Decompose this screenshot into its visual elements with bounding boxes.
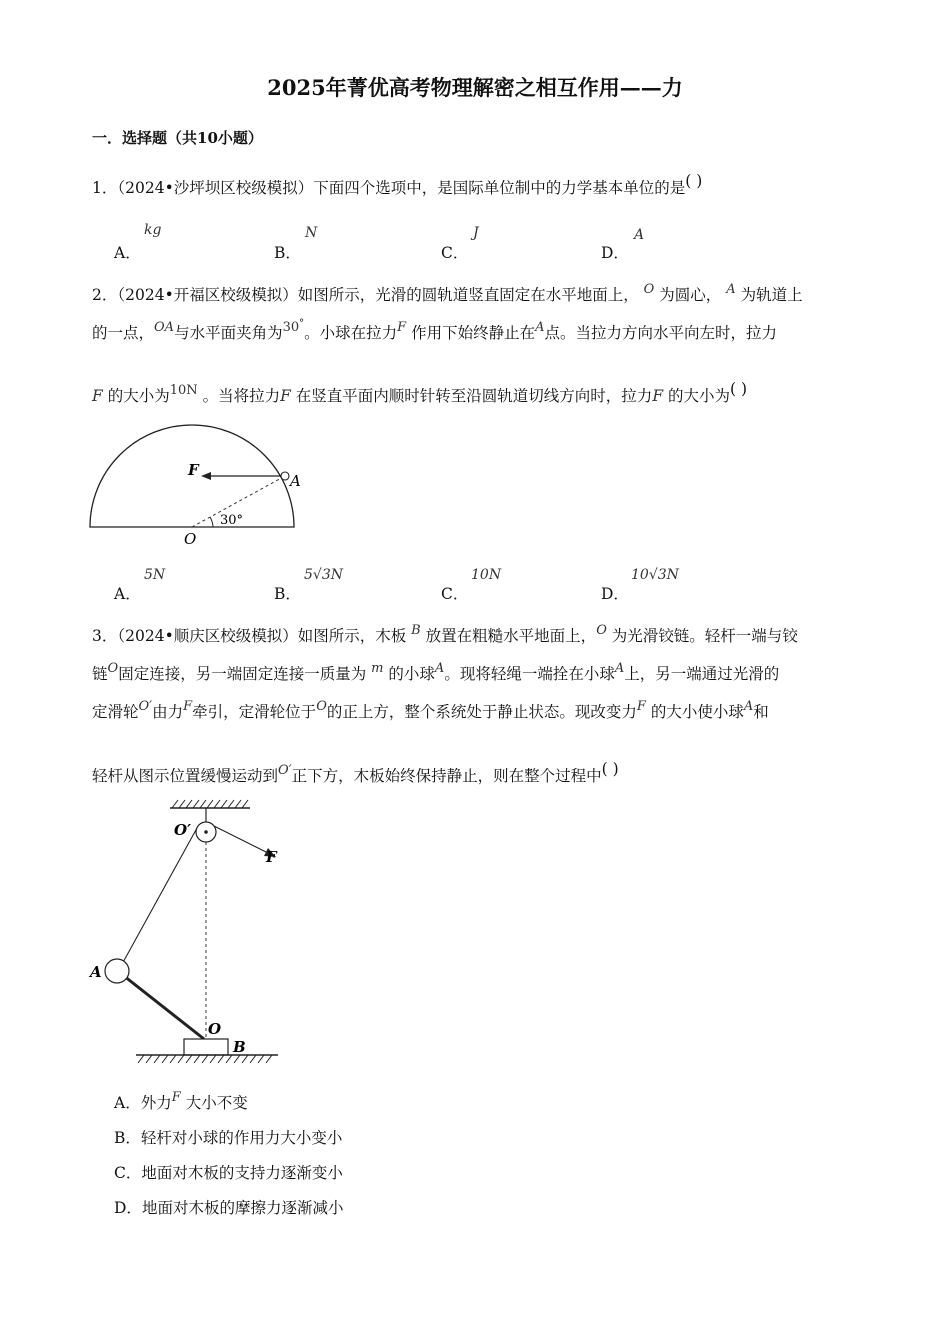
question-number: 2． bbox=[92, 286, 118, 304]
text: 放置在粗糙水平地面上， bbox=[425, 627, 597, 645]
force-arrow-head bbox=[201, 472, 211, 480]
answer-paren: ( ) bbox=[685, 172, 703, 190]
question-source: （2024•开福区校级模拟） bbox=[117, 286, 298, 304]
answer-paren: ( ) bbox=[601, 760, 619, 778]
label-o: O bbox=[208, 1020, 222, 1038]
q2-figure bbox=[86, 420, 301, 550]
math-a: A bbox=[743, 699, 754, 714]
light-rod bbox=[124, 976, 204, 1039]
text: 点。当拉力方向水平向左时，拉力 bbox=[544, 324, 778, 342]
math-a: A bbox=[535, 320, 545, 335]
question-number: 1． bbox=[92, 179, 118, 197]
math-f: F bbox=[636, 699, 646, 714]
ground-hatch bbox=[138, 1055, 272, 1063]
math-f: F bbox=[171, 1090, 181, 1105]
math-f: F bbox=[183, 699, 193, 714]
math-o-prime: O′ bbox=[138, 699, 153, 714]
answer-paren: ( ) bbox=[730, 380, 748, 398]
q2-option-d-label: D． bbox=[601, 585, 629, 603]
board-b bbox=[184, 1039, 228, 1055]
question-2-line-2 bbox=[92, 318, 862, 346]
math-oa: OA bbox=[154, 320, 175, 335]
math-o: O bbox=[643, 282, 655, 297]
rope-f bbox=[214, 826, 268, 853]
q1-option-c-label: C． bbox=[441, 244, 469, 262]
text: 上，另一端通过光滑的 bbox=[624, 665, 780, 683]
page-title: 2025年菁优高考物理解密之相互作用——力 bbox=[267, 75, 683, 100]
option-text: 地面对木板的支持力逐渐变小 bbox=[141, 1164, 343, 1182]
math-angle: 30 bbox=[282, 320, 300, 335]
question-1 bbox=[92, 172, 862, 198]
math-10n: 10N bbox=[169, 383, 198, 398]
q1-option-a-label: A． bbox=[114, 244, 141, 262]
question-number: 3． bbox=[92, 627, 118, 645]
ball-a bbox=[105, 959, 129, 983]
math-f: F bbox=[397, 320, 407, 335]
question-source: （2024•沙坪坝区校级模拟） bbox=[117, 179, 314, 197]
text: 与水平面夹角为 bbox=[174, 324, 283, 342]
q1-option-b-label: B． bbox=[274, 244, 301, 262]
q3-figure bbox=[86, 796, 286, 1068]
text: 。小球在拉力 bbox=[304, 324, 398, 342]
option-label: B． bbox=[114, 1129, 141, 1147]
q3-option-c bbox=[114, 1163, 884, 1183]
label-o-prime: O′ bbox=[174, 821, 192, 839]
option-text: 轻杆对小球的作用力大小变小 bbox=[140, 1129, 343, 1147]
math-o: O bbox=[596, 623, 607, 638]
text: 由力 bbox=[152, 703, 184, 721]
option-label: D． bbox=[114, 1199, 142, 1217]
question-2-line-3 bbox=[92, 380, 862, 408]
question-source: （2024•顺庆区校级模拟） bbox=[117, 627, 298, 645]
text: 。现将轻绳一端拴在小球 bbox=[444, 665, 615, 683]
text: 作用下始终静止在 bbox=[411, 324, 536, 342]
text: 的大小为 bbox=[668, 387, 731, 405]
math-a: A bbox=[726, 282, 736, 297]
math-f: F bbox=[280, 387, 291, 405]
text: 和 bbox=[753, 703, 769, 721]
text: 在竖直平面内顺时针转至沿圆轨道切线方向时，拉力 bbox=[295, 387, 653, 405]
option-text: 外力 bbox=[140, 1094, 172, 1112]
option-text: 地面对木板的摩擦力逐渐减小 bbox=[141, 1199, 344, 1217]
q2-option-a-value: 5N bbox=[144, 567, 166, 583]
q2-option-b-value: 5√3N bbox=[304, 567, 343, 583]
math-m: m bbox=[371, 661, 384, 676]
question-3-line-3 bbox=[92, 699, 862, 724]
text: 。当将拉力 bbox=[202, 387, 281, 405]
text: 的小球 bbox=[388, 665, 435, 683]
option-text: 大小不变 bbox=[185, 1094, 248, 1112]
math-a: A bbox=[434, 661, 445, 676]
text: 的大小使小球 bbox=[650, 703, 744, 721]
label-f: F bbox=[266, 848, 277, 866]
text: 如图所示，木板 bbox=[297, 627, 407, 645]
rope-to-a bbox=[121, 828, 197, 966]
text: 固定连接，另一端固定连接一质量为 bbox=[118, 665, 367, 683]
label-o: O bbox=[184, 530, 197, 548]
math-o-prime: O′ bbox=[278, 763, 292, 778]
math-b: B bbox=[411, 623, 421, 638]
angle-arc bbox=[210, 517, 213, 527]
text: 如图所示，光滑的圆轨道竖直固定在水平地面上， bbox=[297, 286, 639, 304]
q1-option-d-value: A bbox=[634, 227, 645, 243]
label-a: A bbox=[290, 472, 301, 490]
math-f: F bbox=[652, 387, 664, 405]
math-o: O bbox=[107, 661, 119, 676]
label-a: A bbox=[90, 963, 102, 981]
question-2-line-1 bbox=[92, 282, 862, 307]
text: 的大小为 bbox=[107, 387, 170, 405]
text: 牵引，定滑轮位于 bbox=[192, 703, 317, 721]
text: 定滑轮 bbox=[92, 703, 139, 721]
label-f: F bbox=[188, 461, 199, 479]
math-a: A bbox=[614, 661, 625, 676]
text: 为光滑铰链。轻杆一端与铰 bbox=[611, 627, 798, 645]
q2-option-c-label: C． bbox=[441, 585, 469, 603]
q1-option-a-value: kg bbox=[144, 222, 162, 238]
q2-option-c-value: 10N bbox=[471, 567, 502, 583]
text: 为轨道上 bbox=[740, 286, 803, 304]
q2-option-b-label: B． bbox=[274, 585, 301, 603]
pulley-axle bbox=[204, 830, 208, 834]
degree-sign: ° bbox=[299, 318, 305, 329]
q2-option-a-label: A． bbox=[114, 585, 141, 603]
section-heading: 一．选择题（共10小题） bbox=[92, 129, 263, 147]
ball-a bbox=[281, 472, 289, 480]
question-3-line-4 bbox=[92, 760, 862, 788]
text: 的一点， bbox=[92, 324, 155, 342]
q1-option-c-value: J bbox=[473, 225, 479, 241]
label-angle: 30° bbox=[220, 513, 244, 528]
text: 轻杆从图示位置缓慢运动到 bbox=[92, 767, 279, 785]
q3-option-b bbox=[114, 1128, 884, 1148]
question-3-line-1 bbox=[92, 623, 862, 648]
q2-option-d-value: 10√3N bbox=[631, 567, 679, 583]
text: 为圆心， bbox=[659, 286, 722, 304]
math-f: F bbox=[92, 387, 103, 405]
ceiling-hatch bbox=[172, 800, 248, 808]
question-3-line-2 bbox=[92, 661, 862, 686]
q1-option-b-value: N bbox=[305, 225, 318, 241]
option-label: C． bbox=[114, 1164, 142, 1182]
question-text: 下面四个选项中，是国际单位制中的力学基本单位的是 bbox=[313, 179, 686, 197]
q1-option-d-label: D． bbox=[601, 244, 629, 262]
label-b: B bbox=[233, 1038, 246, 1056]
q3-option-a bbox=[114, 1090, 884, 1115]
math-o: O bbox=[316, 699, 327, 714]
text: 的正上方，整个系统处于静止状态。现改变力 bbox=[326, 703, 637, 721]
q3-option-d bbox=[114, 1198, 884, 1218]
text: 正下方，木板始终保持静止，则在整个过程中 bbox=[291, 767, 602, 785]
option-label: A． bbox=[114, 1094, 141, 1112]
text: 链 bbox=[92, 665, 108, 683]
